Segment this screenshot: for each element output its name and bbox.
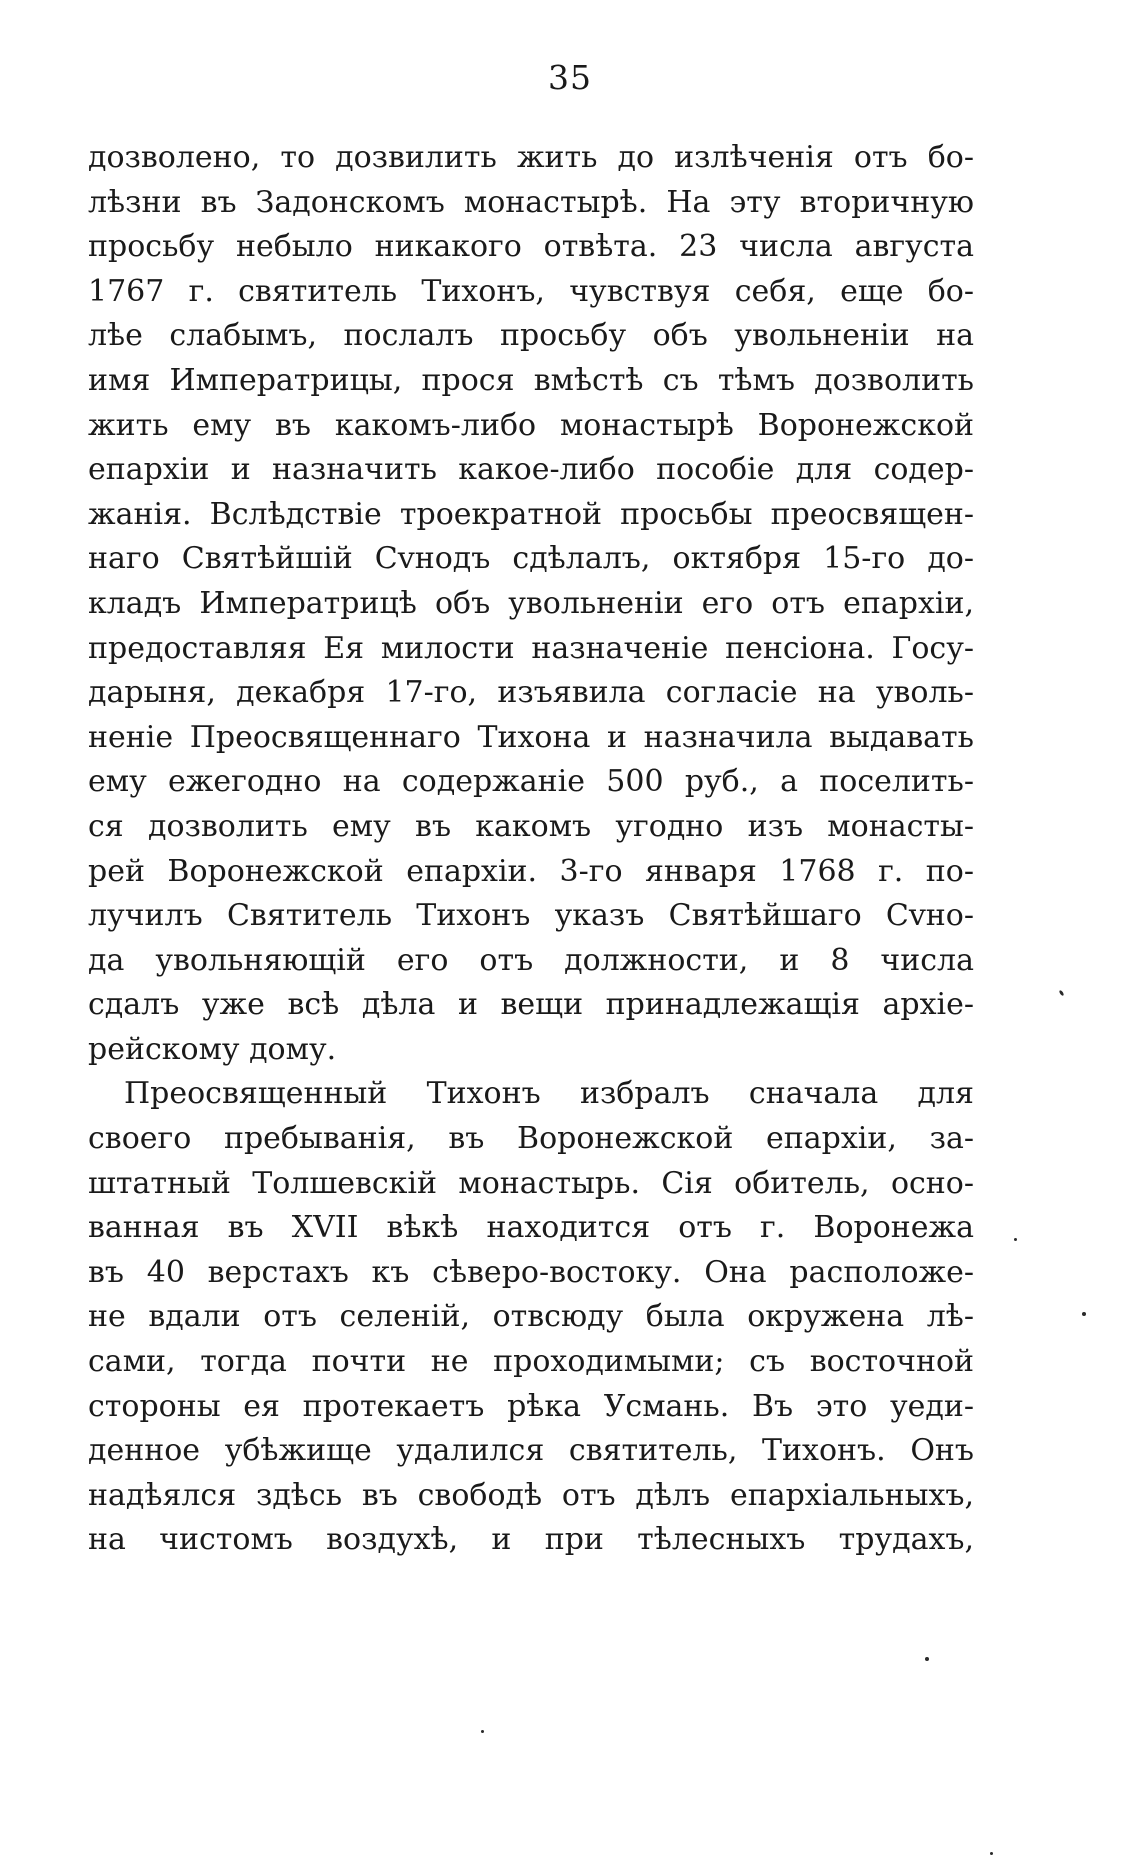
text-line: штатный Толшевскій монастырь. Сія обитель, осно- (88, 1165, 974, 1201)
text-line: сами, тогда почти не проходимыми; съ восточной (88, 1344, 974, 1380)
text-line: ся дозволить ему въ какомъ угодно изъ монасты- (88, 808, 974, 844)
text-line: своего пребыванія, въ Воронежской епархіи, за- (88, 1121, 974, 1157)
text-line: жанія. Вслѣдствіе троекратной просьбы преосвящен- (88, 496, 974, 532)
text-line: кладъ Императрицѣ объ увольненіи его отъ епархіи, (88, 585, 974, 621)
text-line: рей Воронежской епархіи. 3-го января 1768 г. по- (88, 853, 974, 889)
text-line: ванная въ XVII вѣкѣ находится отъ г. Воронежа (88, 1210, 974, 1246)
text-line: епархіи и назначить какое-либо пособіе для содер- (88, 452, 974, 488)
text-line: жить ему въ какомъ-либо монастырѣ Воронежской (88, 407, 974, 443)
text-line: рейскому дому. (88, 1031, 337, 1067)
text-line: 1767 г. святитель Тихонъ, чувствуя себя, еще бо- (88, 273, 974, 309)
scan-speck (1059, 990, 1065, 997)
text-line: не вдали отъ селеній, отвсюду была окружена лѣ- (88, 1299, 974, 1335)
text-line: да увольняющій его отъ должности, и 8 числа (88, 942, 974, 978)
text-line: имя Императрицы, прося вмѣстѣ съ тѣмъ дозволить (88, 362, 974, 398)
scan-speck (925, 1657, 929, 1661)
body-text (88, 136, 974, 1563)
text-line: предоставляя Ея милости назначеніе пенсіона. Госу- (88, 630, 974, 666)
text-line: неніе Преосвященнаго Тихона и назначила выдавать (88, 719, 974, 755)
text-line: въ 40 верстахъ къ сѣверо-востоку. Она расположе- (88, 1254, 974, 1290)
text-line: на чистомъ воздухѣ, и при тѣлесныхъ трудахъ, (88, 1522, 974, 1558)
text-line: денное убѣжище удалился святитель, Тихонъ. Онъ (88, 1433, 974, 1469)
text-line: ему ежегодно на содержаніе 500 руб., а поселить- (88, 764, 974, 800)
text-line: надѣялся здѣсь въ свободѣ отъ дѣлъ епархіальныхъ, (88, 1477, 974, 1513)
text-line: наго Святѣйшій Сvнодъ сдѣлалъ, октября 15-го до- (88, 541, 974, 577)
page-number: 35 (548, 58, 592, 97)
scan-speck (990, 1852, 993, 1855)
text-line: дарыня, декабря 17-го, изъявила согласіе на уволь- (88, 675, 974, 711)
text-line: лѣзни въ Задонскомъ монастырѣ. На эту вторичную (88, 184, 974, 220)
text-line: дозволено, то дозвилить жить до излѣченія отъ бо- (88, 140, 974, 175)
scan-speck (481, 1730, 484, 1733)
scan-speck (1014, 1238, 1017, 1241)
text-line: Преосвященный Тихонъ избралъ сначала для (124, 1076, 974, 1112)
text-line: лѣе слабымъ, послалъ просьбу объ увольненіи на (88, 318, 974, 354)
scan-speck (1082, 1312, 1086, 1316)
text-line: просьбу небыло никакого отвѣта. 23 числа августа (88, 229, 974, 265)
text-line: стороны ея протекаетъ рѣка Усмань. Въ это уеди- (88, 1388, 974, 1424)
text-line: лучилъ Святитель Тихонъ указъ Святѣйшаго Сvно- (88, 898, 974, 934)
text-line: сдалъ уже всѣ дѣла и вещи принадлежащія архіе- (88, 987, 974, 1023)
